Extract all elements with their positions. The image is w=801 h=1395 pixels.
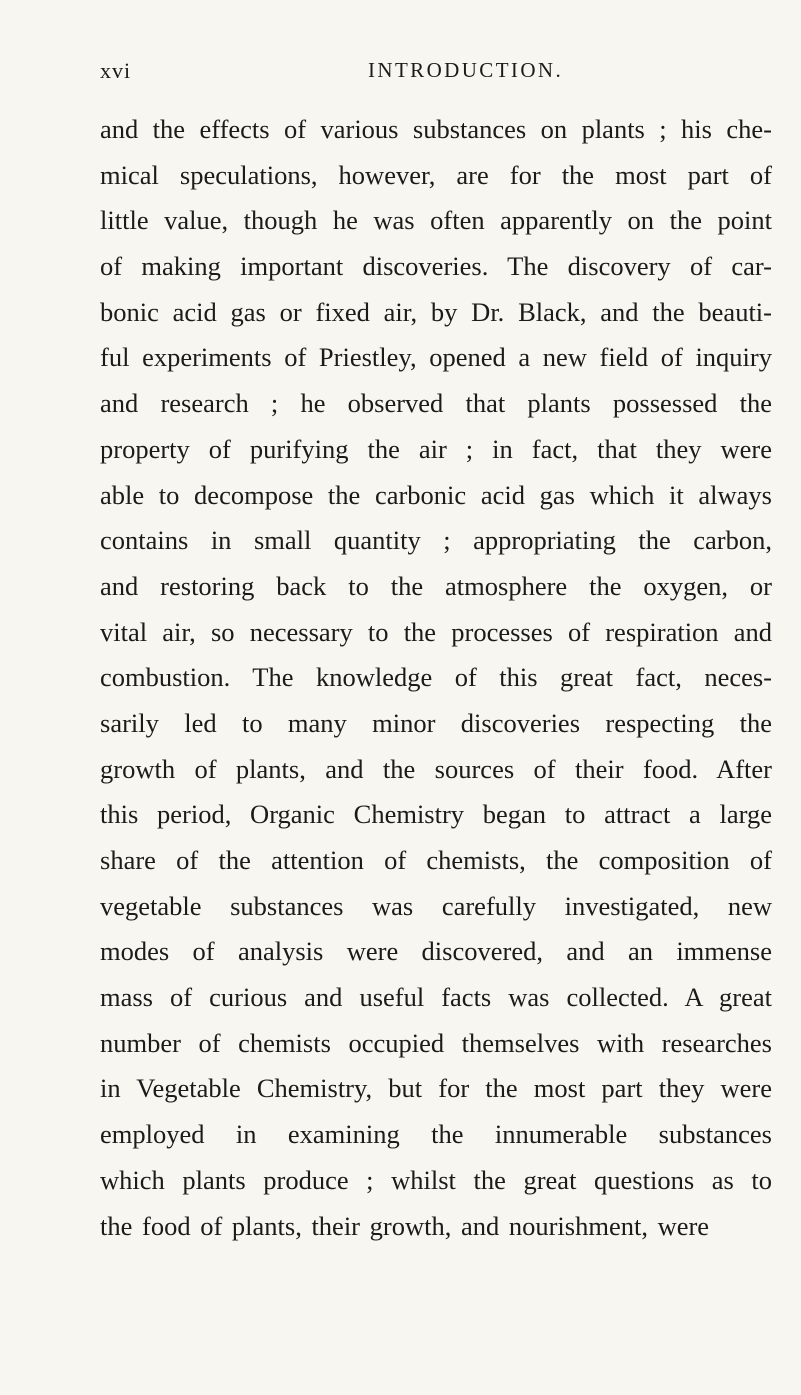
body-text [100,113,772,1255]
text-line: property of purifying the air ; in fact, that they were [100,433,772,464]
text-line: bonic acid gas or fixed air, by Dr. Black, and the beauti- [100,296,772,327]
text-line: the food of plants, their growth, and nourishment, were [100,1210,710,1241]
text-line: of making important discoveries. The discovery of car- [100,251,772,282]
text-line: growth of plants, and the sources of their food. After [100,753,772,784]
text-line: mical speculations, however, are for the most part of [100,159,772,190]
text-line: modes of analysis were discovered, and an immense [100,936,772,967]
text-line: able to decompose the carbonic acid gas which it always [100,479,772,510]
text-line: contains in small quantity ; appropriating the carbon, [100,525,772,556]
text-line: and the effects of various substances on plants ; his che- [100,114,772,144]
text-line: which plants produce ; whilst the great questions as to [100,1164,772,1195]
text-line: combustion. The knowledge of this great fact, neces- [100,662,772,693]
text-line: and research ; he observed that plants possessed the [100,388,772,419]
page-header [100,58,771,88]
text-line: vital air, so necessary to the processes of respiration and [100,616,772,647]
page-number: xvi [100,58,132,83]
text-line: employed in examining the innumerable substances [100,1119,772,1150]
text-line: ful experiments of Priestley, opened a new field of inquiry [100,342,772,373]
text-line: this period, Organic Chemistry began to attract a large [100,799,772,830]
text-line: number of chemists occupied themselves with researches [100,1027,772,1058]
running-head: INTRODUCTION. [368,58,564,82]
text-line: share of the attention of chemists, the composition of [100,845,772,875]
text-line: vegetable substances was carefully investigated, new [100,890,772,921]
text-line: sarily led to many minor discoveries respecting the [100,707,772,738]
text-line: in Vegetable Chemistry, but for the most part they were [100,1073,772,1104]
text-line: mass of curious and useful facts was collected. A great [100,982,772,1013]
text-line: and restoring back to the atmosphere the oxygen, or [100,570,772,601]
text-line: little value, though he was often apparently on the point [100,205,772,236]
